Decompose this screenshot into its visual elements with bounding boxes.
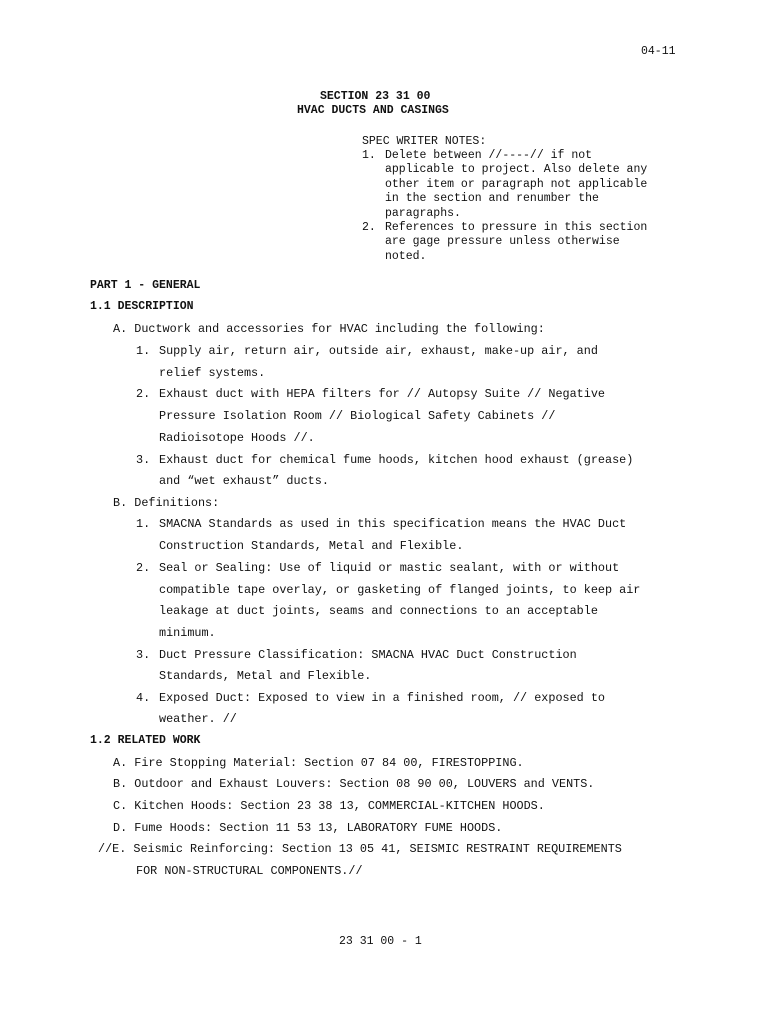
item-line: weather. // bbox=[159, 712, 237, 726]
item-line: relief systems. bbox=[159, 366, 266, 380]
spec-note-1-line: in the section and renumber the bbox=[385, 192, 599, 205]
item-line: Construction Standards, Metal and Flexible. bbox=[159, 539, 464, 553]
spec-note-1-line: Delete between //----// if not bbox=[385, 149, 593, 162]
item-number: 1. bbox=[136, 344, 151, 358]
item-line: Standards, Metal and Flexible. bbox=[159, 669, 372, 683]
related-work-d: D. Fume Hoods: Section 11 53 13, LABORATORY FUME HOODS. bbox=[113, 821, 503, 835]
spec-note-2-line: noted. bbox=[385, 250, 427, 263]
spec-notes-heading: SPEC WRITER NOTES: bbox=[362, 135, 487, 148]
section-1-1-heading: 1.1 DESCRIPTION bbox=[90, 300, 194, 313]
spec-note-1-number: 1. bbox=[362, 149, 376, 162]
item-number: 2. bbox=[136, 387, 151, 401]
related-work-e: //E. Seismic Reinforcing: Section 13 05 41, SEISMIC RESTRAINT REQUIREMENTS bbox=[98, 842, 622, 856]
section-title: HVAC DUCTS AND CASINGS bbox=[297, 104, 449, 117]
item-number: 3. bbox=[136, 648, 151, 662]
related-work-a: A. Fire Stopping Material: Section 07 84 00, FIRESTOPPING. bbox=[113, 756, 524, 770]
related-work-b: B. Outdoor and Exhaust Louvers: Section 08 90 00, LOUVERS and VENTS. bbox=[113, 777, 595, 791]
header-date-code: 04-11 bbox=[641, 45, 676, 58]
spec-note-1-line: other item or paragraph not applicable bbox=[385, 178, 648, 191]
item-number: 2. bbox=[136, 561, 151, 575]
item-line: Duct Pressure Classification: SMACNA HVAC Duct Construction bbox=[159, 648, 577, 662]
item-number: 1. bbox=[136, 517, 151, 531]
spec-note-2-line: are gage pressure unless otherwise bbox=[385, 235, 620, 248]
item-line: SMACNA Standards as used in this specification means the HVAC Duct bbox=[159, 517, 627, 531]
spec-note-2-line: References to pressure in this section bbox=[385, 221, 648, 234]
section-1-2-heading: 1.2 RELATED WORK bbox=[90, 734, 201, 747]
item-line: compatible tape overlay, or gasketing of flanged joints, to keep air bbox=[159, 583, 641, 597]
item-line: minimum. bbox=[159, 626, 216, 640]
item-line: Radioisotope Hoods //. bbox=[159, 431, 315, 445]
related-work-c: C. Kitchen Hoods: Section 23 38 13, COMMERCIAL-KITCHEN HOODS. bbox=[113, 799, 545, 813]
item-line: Exhaust duct for chemical fume hoods, kitchen hood exhaust (grease) bbox=[159, 453, 634, 467]
paragraph-1-1-b: B. Definitions: bbox=[113, 496, 220, 510]
spec-note-1-line: paragraphs. bbox=[385, 207, 461, 220]
item-line: and “wet exhaust” ducts. bbox=[159, 474, 329, 488]
related-work-e-continued: FOR NON-STRUCTURAL COMPONENTS.// bbox=[136, 864, 363, 878]
item-line: Pressure Isolation Room // Biological Safety Cabinets // bbox=[159, 409, 556, 423]
item-number: 3. bbox=[136, 453, 151, 467]
section-number: SECTION 23 31 00 bbox=[320, 90, 431, 103]
item-line: Exhaust duct with HEPA filters for // Autopsy Suite // Negative bbox=[159, 387, 605, 401]
item-number: 4. bbox=[136, 691, 151, 705]
page-number: 23 31 00 - 1 bbox=[339, 935, 422, 948]
item-line: Exposed Duct: Exposed to view in a finished room, // exposed to bbox=[159, 691, 605, 705]
spec-note-2-number: 2. bbox=[362, 221, 376, 234]
spec-note-1-line: applicable to project. Also delete any bbox=[385, 163, 648, 176]
item-line: Seal or Sealing: Use of liquid or mastic sealant, with or without bbox=[159, 561, 620, 575]
item-line: leakage at duct joints, seams and connections to an acceptable bbox=[159, 604, 598, 618]
paragraph-1-1-a: A. Ductwork and accessories for HVAC including the following: bbox=[113, 322, 545, 336]
item-line: Supply air, return air, outside air, exhaust, make-up air, and bbox=[159, 344, 598, 358]
part-1-heading: PART 1 - GENERAL bbox=[90, 279, 201, 292]
